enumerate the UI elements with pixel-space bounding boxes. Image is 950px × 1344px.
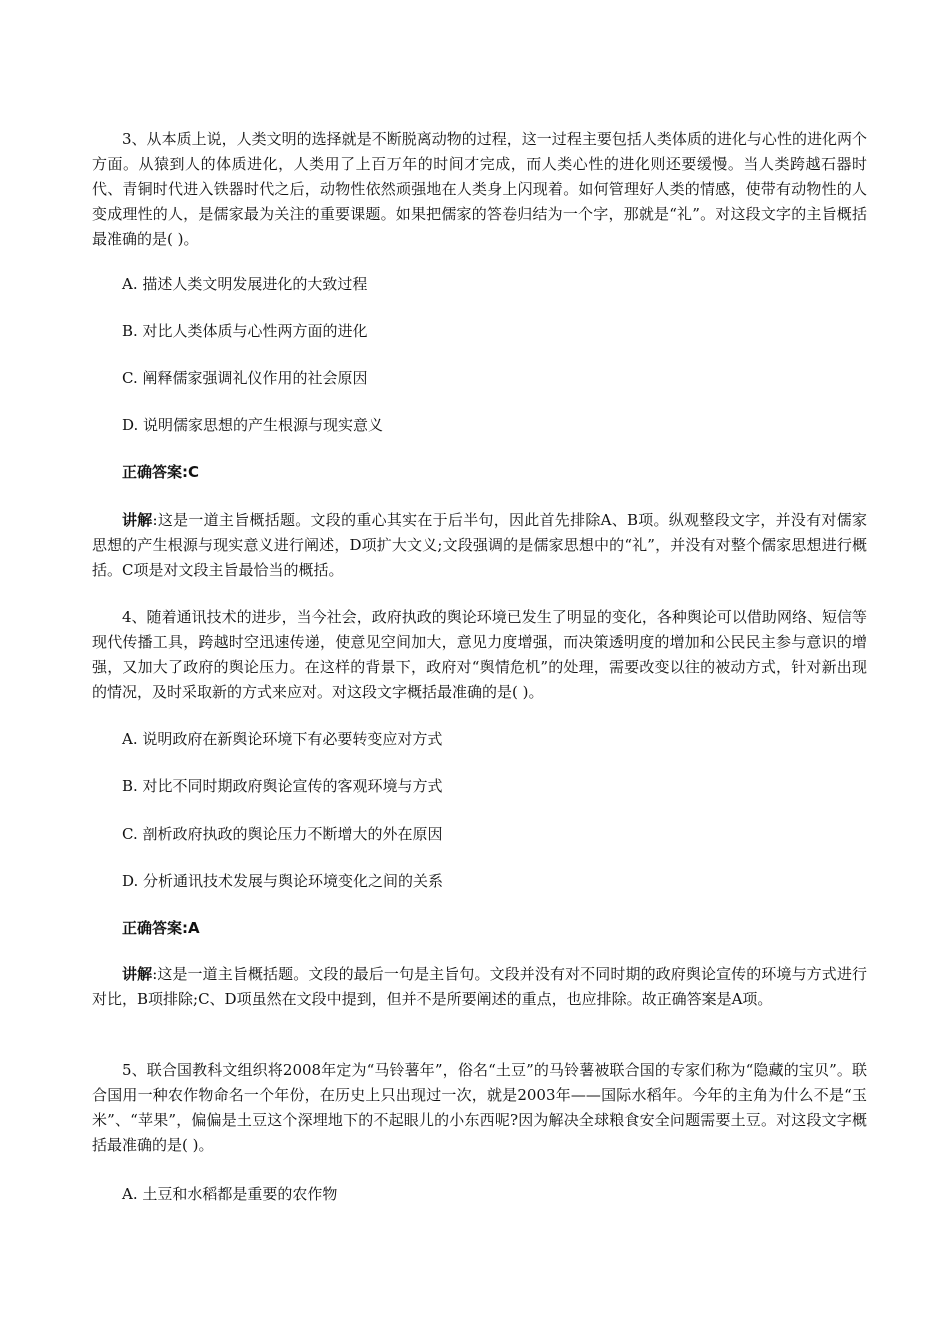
question-3-answer: 正确答案:C xyxy=(122,463,200,481)
question-3-option-c: C. 阐释儒家强调礼仪作用的社会原因 xyxy=(122,369,368,387)
question-3-explanation xyxy=(92,508,867,583)
question-stem-text: 4、随着通讯技术的进步，当今社会，政府执政的舆论环境已发生了明显的变化，各种舆论可以借助网络、短信等现代传播工具，跨越时空迅速传递，使意见空间加大，意见力度增强，而决策透明度的增加和公民民主参与意识的增强，又加大了政府的舆论压力。在这样的背景下，政府对“舆情危机”的处理，需要改变以往的被动方式，针对新出现的情况，及时采取新的方式来应对。对这段文字概括最准确的是( )。 xyxy=(92,608,867,701)
question-stem-text: 3、从本质上说，人类文明的选择就是不断脱离动物的过程，这一过程主要包括人类体质的进化与心性的进化两个方面。从猿到人的体质进化，人类用了上百万年的时间才完成，而人类心性的进化则还要缓慢。当人类跨越石器时代、青铜时代进入铁器时代之后，动物性依然顽强地在人类身上闪现着。如何管理好人类的情感，使带有动物性的人变成理性的人，是儒家最为关注的重要课题。如果把儒家的答卷归结为一个字，那就是“礼”。对这段文字的主旨概括最准确的是( )。 xyxy=(92,130,867,248)
question-3-option-d: D. 说明儒家思想的产生根源与现实意义 xyxy=(122,416,384,434)
explanation-text: :这是一道主旨概括题。文段的重心其实在于后半句，因此首先排除A、B项。纵观整段文字，并没有对儒家思想的产生根源与现实意义进行阐述，D项扩大文义;文段强调的是儒家思想中的“礼”，并没有对整个儒家思想进行概括。C项是对文段主旨最恰当的概括。 xyxy=(92,511,867,579)
question-3-option-a: A. 描述人类文明发展进化的大致过程 xyxy=(122,275,368,293)
question-4-answer: 正确答案:A xyxy=(122,919,200,937)
explanation-label: 讲解 xyxy=(122,965,153,983)
explanation-label: 讲解 xyxy=(122,511,153,529)
question-3-option-b: B. 对比人类体质与心性两方面的进化 xyxy=(122,322,368,340)
question-4-stem xyxy=(92,605,867,705)
question-5-option-a: A. 土豆和水稻都是重要的农作物 xyxy=(122,1185,338,1203)
question-4-option-d: D. 分析通讯技术发展与舆论环境变化之间的关系 xyxy=(122,872,444,890)
explanation-text: :这是一道主旨概括题。文段的最后一句是主旨句。文段并没有对不同时期的政府舆论宣传的环境与方式进行对比，B项排除;C、D项虽然在文段中提到，但并不是所要阐述的重点，也应排除。故正确答案是A项。 xyxy=(92,965,867,1008)
question-4-option-c: C. 剖析政府执政的舆论压力不断增大的外在原因 xyxy=(122,825,443,843)
question-stem-text: 5、联合国教科文组织将2008年定为“马铃薯年”，俗名“土豆”的马铃薯被联合国的专家们称为“隐藏的宝贝”。联合国用一种农作物命名一个年份，在历史上只出现过一次，就是2003年——国际水稻年。今年的主角为什么不是“玉米”、“苹果”，偏偏是土豆这个深埋地下的不起眼儿的小东西呢?因为解决全球粮食安全问题需要土豆。对这段文字概括最准确的是( )。 xyxy=(92,1061,867,1154)
question-4-explanation xyxy=(92,962,867,1012)
question-3-stem xyxy=(92,127,867,252)
question-5-stem xyxy=(92,1058,867,1158)
question-4-option-a: A. 说明政府在新舆论环境下有必要转变应对方式 xyxy=(122,730,443,748)
question-4-option-b: B. 对比不同时期政府舆论宣传的客观环境与方式 xyxy=(122,777,443,795)
